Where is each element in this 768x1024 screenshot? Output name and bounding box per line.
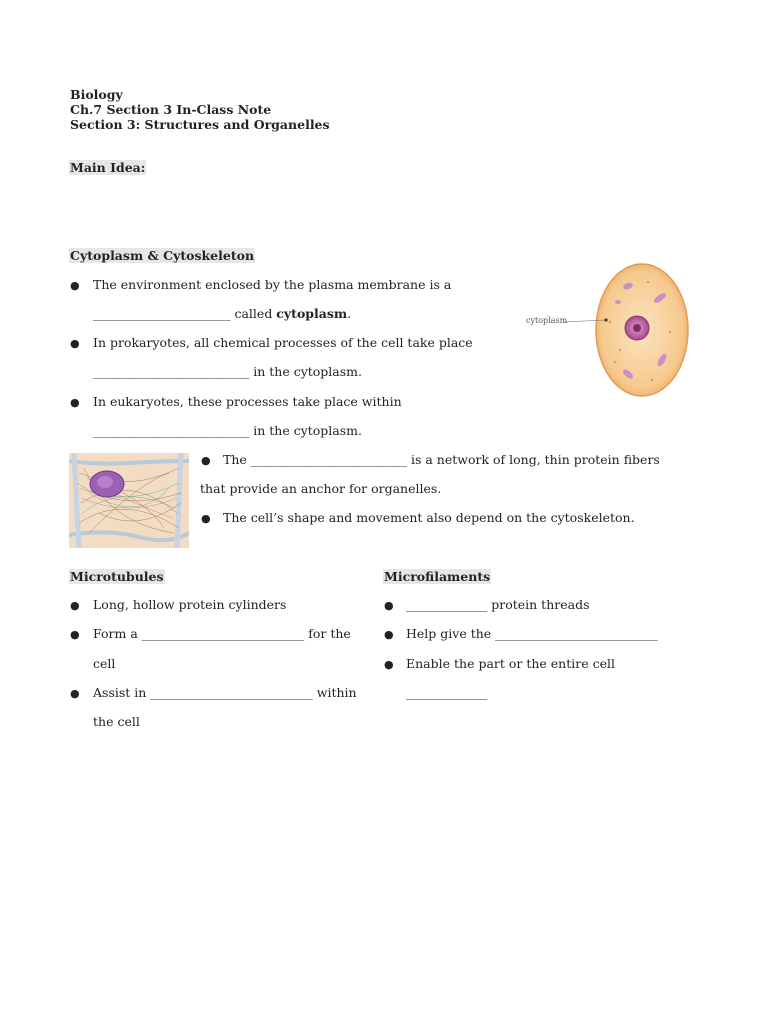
microfilaments-item-1: _____________ protein threads: [406, 597, 590, 612]
period-text: .: [347, 306, 352, 321]
microfilaments-item-2: Help give the __________________________: [406, 626, 658, 641]
bullet-icon: [70, 337, 80, 350]
cell-shape-bullet: The cell’s shape and movement also depend on the cytoskeleton.: [223, 510, 635, 525]
chapter-title: Ch.7 Section 3 In-Class Note: [70, 102, 272, 117]
microtubules-item-2-line-2: cell: [93, 656, 116, 671]
bullet-icon: [70, 599, 80, 612]
bullet-icon: [201, 512, 211, 525]
microtubules-item-3-line-2: the cell: [93, 714, 140, 729]
cytoplasm-bullet-3-line-2: _________________________ in the cytoplasm.: [93, 423, 362, 438]
cytoplasm-bullet-1-line-2: [93, 306, 351, 321]
microtubules-heading: Microtubules: [70, 569, 164, 584]
bullet-icon: [384, 599, 394, 612]
bullet-icon: [70, 396, 80, 409]
main-idea-label: Main Idea:: [70, 160, 146, 175]
bullet-icon: [384, 658, 394, 671]
cytoskeleton-bullet-line-2: that provide an anchor for organelles.: [200, 481, 442, 496]
microtubules-item-1: Long, hollow protein cylinders: [93, 597, 287, 612]
microtubules-item-2-line-1: Form a __________________________ for the: [93, 626, 351, 641]
cytoplasm-section-heading: Cytoplasm & Cytoskeleton: [70, 248, 255, 263]
subject-title: Biology: [70, 87, 123, 102]
bullet-icon: [70, 628, 80, 641]
bullet-icon: [70, 279, 80, 292]
bullet-icon: [384, 628, 394, 641]
bullet-icon: [201, 454, 211, 467]
cytoplasm-bullet-2-line-2: _________________________ in the cytoplasm.: [93, 364, 362, 379]
microfilaments-heading: Microfilaments: [384, 569, 491, 584]
blank-text: ______________________ called: [93, 306, 277, 321]
cytoplasm-bullet-2-line-1: In prokaryotes, all chemical processes of the cell take place: [93, 335, 473, 350]
cytoplasm-callout-label: cytoplasm: [526, 316, 568, 325]
cytoplasm-bullet-1-line-1: The environment enclosed by the plasma membrane is a: [93, 277, 452, 292]
microfilaments-item-3-line-1: Enable the part or the entire cell: [406, 656, 615, 671]
microfilaments-item-3-line-2: _____________: [406, 685, 488, 700]
cytoplasm-bullet-3-line-1: In eukaryotes, these processes take place within: [93, 394, 402, 409]
term-cytoplasm: cytoplasm: [276, 306, 348, 321]
cytoskeleton-image: [69, 453, 189, 548]
bullet-icon: [70, 687, 80, 700]
microtubules-item-3-line-1: Assist in __________________________ within: [93, 685, 357, 700]
cytoskeleton-bullet-line-1: The _________________________ is a network of long, thin protein fibers: [223, 452, 660, 467]
cell-diagram-image: [520, 262, 700, 402]
section-title: Section 3: Structures and Organelles: [70, 117, 330, 132]
